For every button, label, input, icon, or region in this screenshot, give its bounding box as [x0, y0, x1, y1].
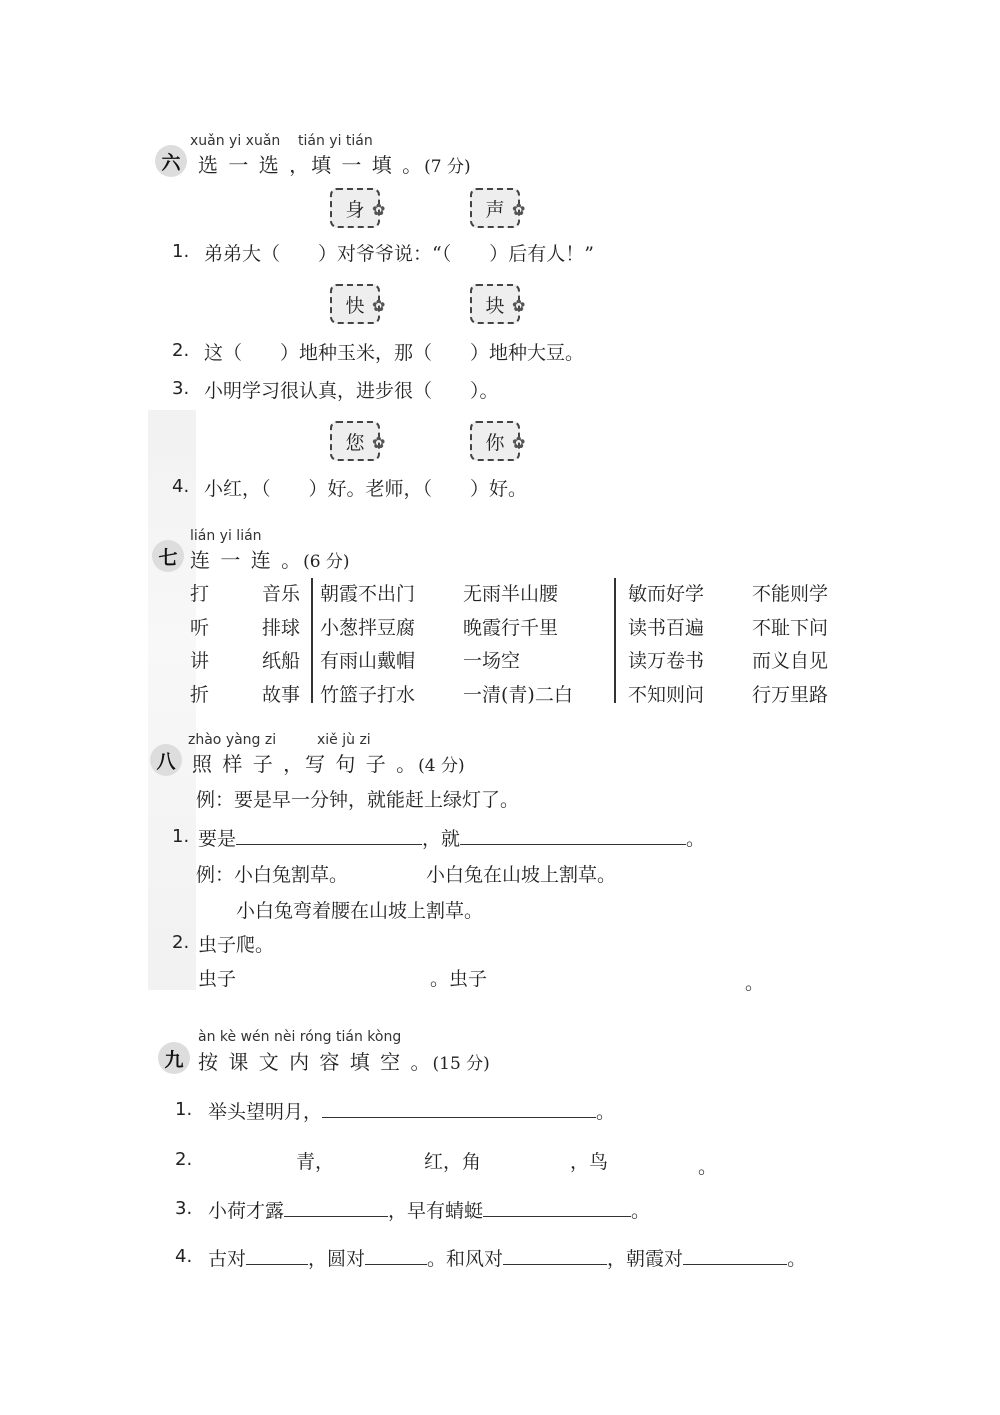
s8-example-2b: 小白兔在山坡上割草。 [426, 864, 617, 886]
section6-points: (7 分) [424, 157, 471, 177]
s9-q3-prefix: 小荷才露 [208, 1200, 285, 1222]
answer-blank[interactable] [322, 1117, 596, 1118]
s9-q3-row [208, 1196, 650, 1223]
s9-q2-a: 青， [296, 1151, 335, 1173]
match-col-idiom-end [752, 578, 828, 712]
s8-q2-number: 2. [172, 932, 190, 953]
bee-icon: ✿ [372, 433, 386, 452]
s9-q4-row [208, 1244, 806, 1271]
answer-blank[interactable] [246, 1264, 308, 1265]
section9-title-text: 按 课 文 内 容 填 空 。 [198, 1050, 433, 1074]
s9-q3-end: 。 [631, 1200, 651, 1222]
choice-chip-ni: 你 [470, 421, 520, 461]
s8-example-2a: 例：小白兔割草。 [196, 864, 349, 886]
choice-chip-kuai-fast: 快 [330, 284, 380, 324]
bee-icon: ✿ [512, 200, 526, 219]
match-col-nouns [262, 578, 300, 712]
list-item: 不能则学 [752, 583, 829, 605]
s9-q1-prefix: 举头望明月， [208, 1101, 323, 1123]
answer-blank[interactable] [483, 1216, 631, 1217]
match-col-idiom-start [628, 578, 704, 712]
section7-number: 七 [152, 540, 184, 572]
choice-chip-sheng: 声 [470, 188, 520, 228]
bee-icon: ✿ [512, 433, 526, 452]
s6-q1-text: 弟弟大（ ）对爷爷说：“（ ）后有人！” [204, 243, 594, 265]
answer-blank[interactable] [284, 1216, 388, 1217]
section7-pinyin: lián yi lián [190, 528, 262, 544]
choice-chip-kuai-piece: 块 [470, 284, 520, 324]
s6-q2-number: 2. [172, 340, 190, 361]
list-item: 晚霞行千里 [463, 616, 559, 639]
answer-blank[interactable] [503, 1264, 607, 1265]
s6-q4-number: 4. [172, 476, 190, 497]
list-item: 竹篮子打水 [320, 683, 416, 706]
s9-q4-a: 古对 [208, 1248, 247, 1270]
answer-blank[interactable] [236, 844, 422, 845]
list-item: 而义自见 [752, 650, 829, 672]
list-item: 读万卷书 [628, 650, 705, 672]
bee-icon: ✿ [372, 200, 386, 219]
s9-q4-number: 4. [175, 1246, 193, 1267]
list-item: 故事 [262, 683, 301, 706]
watermark [148, 410, 196, 990]
section8-points: (4 分) [418, 756, 465, 776]
list-item: 音乐 [262, 583, 301, 605]
section7-points: (6 分) [303, 552, 350, 572]
list-item: 听 [190, 616, 210, 639]
s9-q2-b: 红，角 [424, 1151, 482, 1173]
s8-q1-prefix: 要是 [198, 828, 237, 850]
column-divider [311, 578, 313, 703]
section6-title-text: 选 一 选 ，填 一 填 。 [198, 153, 425, 177]
s6-q3-number: 3. [172, 378, 190, 399]
section9-points: (15 分) [432, 1054, 490, 1074]
s9-q1-row [208, 1097, 615, 1124]
list-item: 小葱拌豆腐 [320, 616, 416, 639]
s8-example-2c: 小白兔弯着腰在山坡上割草。 [236, 900, 484, 922]
s8-q1-row [198, 824, 705, 851]
bee-icon: ✿ [512, 296, 526, 315]
s9-q1-number: 1. [175, 1099, 193, 1120]
column-divider [614, 578, 616, 703]
match-col-verbs [190, 578, 209, 712]
s6-q3-text: 小明学习很认真，进步很（ ）。 [204, 380, 499, 402]
section8-title-text: 照 样 子 ，写 句 子 。 [192, 752, 419, 776]
choice-chip-nin: 您 [330, 421, 380, 461]
s9-q1-end: 。 [596, 1101, 616, 1123]
section8-pinyin-1: zhào yàng zi [188, 732, 277, 748]
list-item: 纸船 [262, 650, 301, 672]
section9-title [198, 1046, 490, 1075]
list-item: 有雨山戴帽 [320, 650, 416, 672]
section7-title-text: 连 一 连 。 [190, 548, 304, 572]
s8-q2-end: 。 [745, 972, 765, 994]
section8-number: 八 [150, 744, 182, 776]
list-item: 一清(青)二白 [463, 683, 573, 706]
section9-number: 九 [158, 1042, 190, 1074]
s9-q2-number: 2. [175, 1149, 193, 1170]
s9-q4-end: 。 [787, 1248, 807, 1270]
section8-pinyin-2: xiě jù zi [317, 732, 371, 748]
s8-q1-middle: ，就 [422, 828, 461, 850]
match-col-proverb-end [463, 578, 573, 712]
section6-pinyin-2: tián yi tián [298, 133, 373, 149]
bee-icon: ✿ [372, 296, 386, 315]
s6-q1-number: 1. [172, 241, 190, 262]
s8-q2-answer-b: 。虫子 [430, 968, 488, 990]
s8-q1-end: 。 [686, 828, 706, 850]
section6-title [198, 149, 471, 178]
s9-q4-b: ，圆对 [308, 1248, 366, 1270]
s8-q2-text: 虫子爬。 [198, 934, 275, 956]
s6-q2-text: 这（ ）地种玉米，那（ ）地种大豆。 [204, 342, 585, 364]
section8-title [192, 748, 465, 777]
list-item: 讲 [190, 650, 210, 672]
s9-q2-c: ，鸟 [570, 1151, 609, 1173]
match-col-proverb-start [320, 578, 415, 712]
list-item: 敏而好学 [628, 583, 705, 605]
list-item: 打 [190, 583, 210, 605]
s9-q3-number: 3. [175, 1198, 193, 1219]
answer-blank[interactable] [683, 1264, 787, 1265]
s9-q4-c: 。和风对 [427, 1248, 504, 1270]
section7-title [190, 544, 350, 573]
list-item: 不知则问 [628, 683, 705, 706]
answer-blank[interactable] [365, 1264, 427, 1265]
s8-q2-answer-a: 虫子 [198, 968, 237, 990]
list-item: 排球 [262, 616, 301, 639]
s8-example-1: 例：要是早一分钟，就能赶上绿灯了。 [196, 789, 520, 811]
s8-q1-number: 1. [172, 826, 190, 847]
section9-pinyin: àn kè wén nèi róng tián kòng [198, 1029, 402, 1045]
s9-q3-middle: ，早有蜻蜓 [388, 1200, 484, 1222]
list-item: 读书百遍 [628, 616, 705, 639]
list-item: 折 [190, 683, 210, 706]
s6-q4-text: 小红，（ ）好。老师，（ ）好。 [204, 478, 528, 500]
list-item: 无雨半山腰 [463, 583, 559, 605]
section6-pinyin-1: xuǎn yi xuǎn [190, 133, 281, 149]
list-item: 朝霞不出门 [320, 583, 416, 605]
list-item: 行万里路 [752, 683, 829, 706]
s9-q4-d: ，朝霞对 [607, 1248, 684, 1270]
answer-blank[interactable] [460, 844, 686, 845]
s9-q2-end: 。 [698, 1156, 718, 1178]
list-item: 一场空 [463, 650, 521, 672]
list-item: 不耻下问 [752, 616, 829, 639]
choice-chip-shen: 身 [330, 188, 380, 228]
section6-number: 六 [155, 145, 187, 177]
